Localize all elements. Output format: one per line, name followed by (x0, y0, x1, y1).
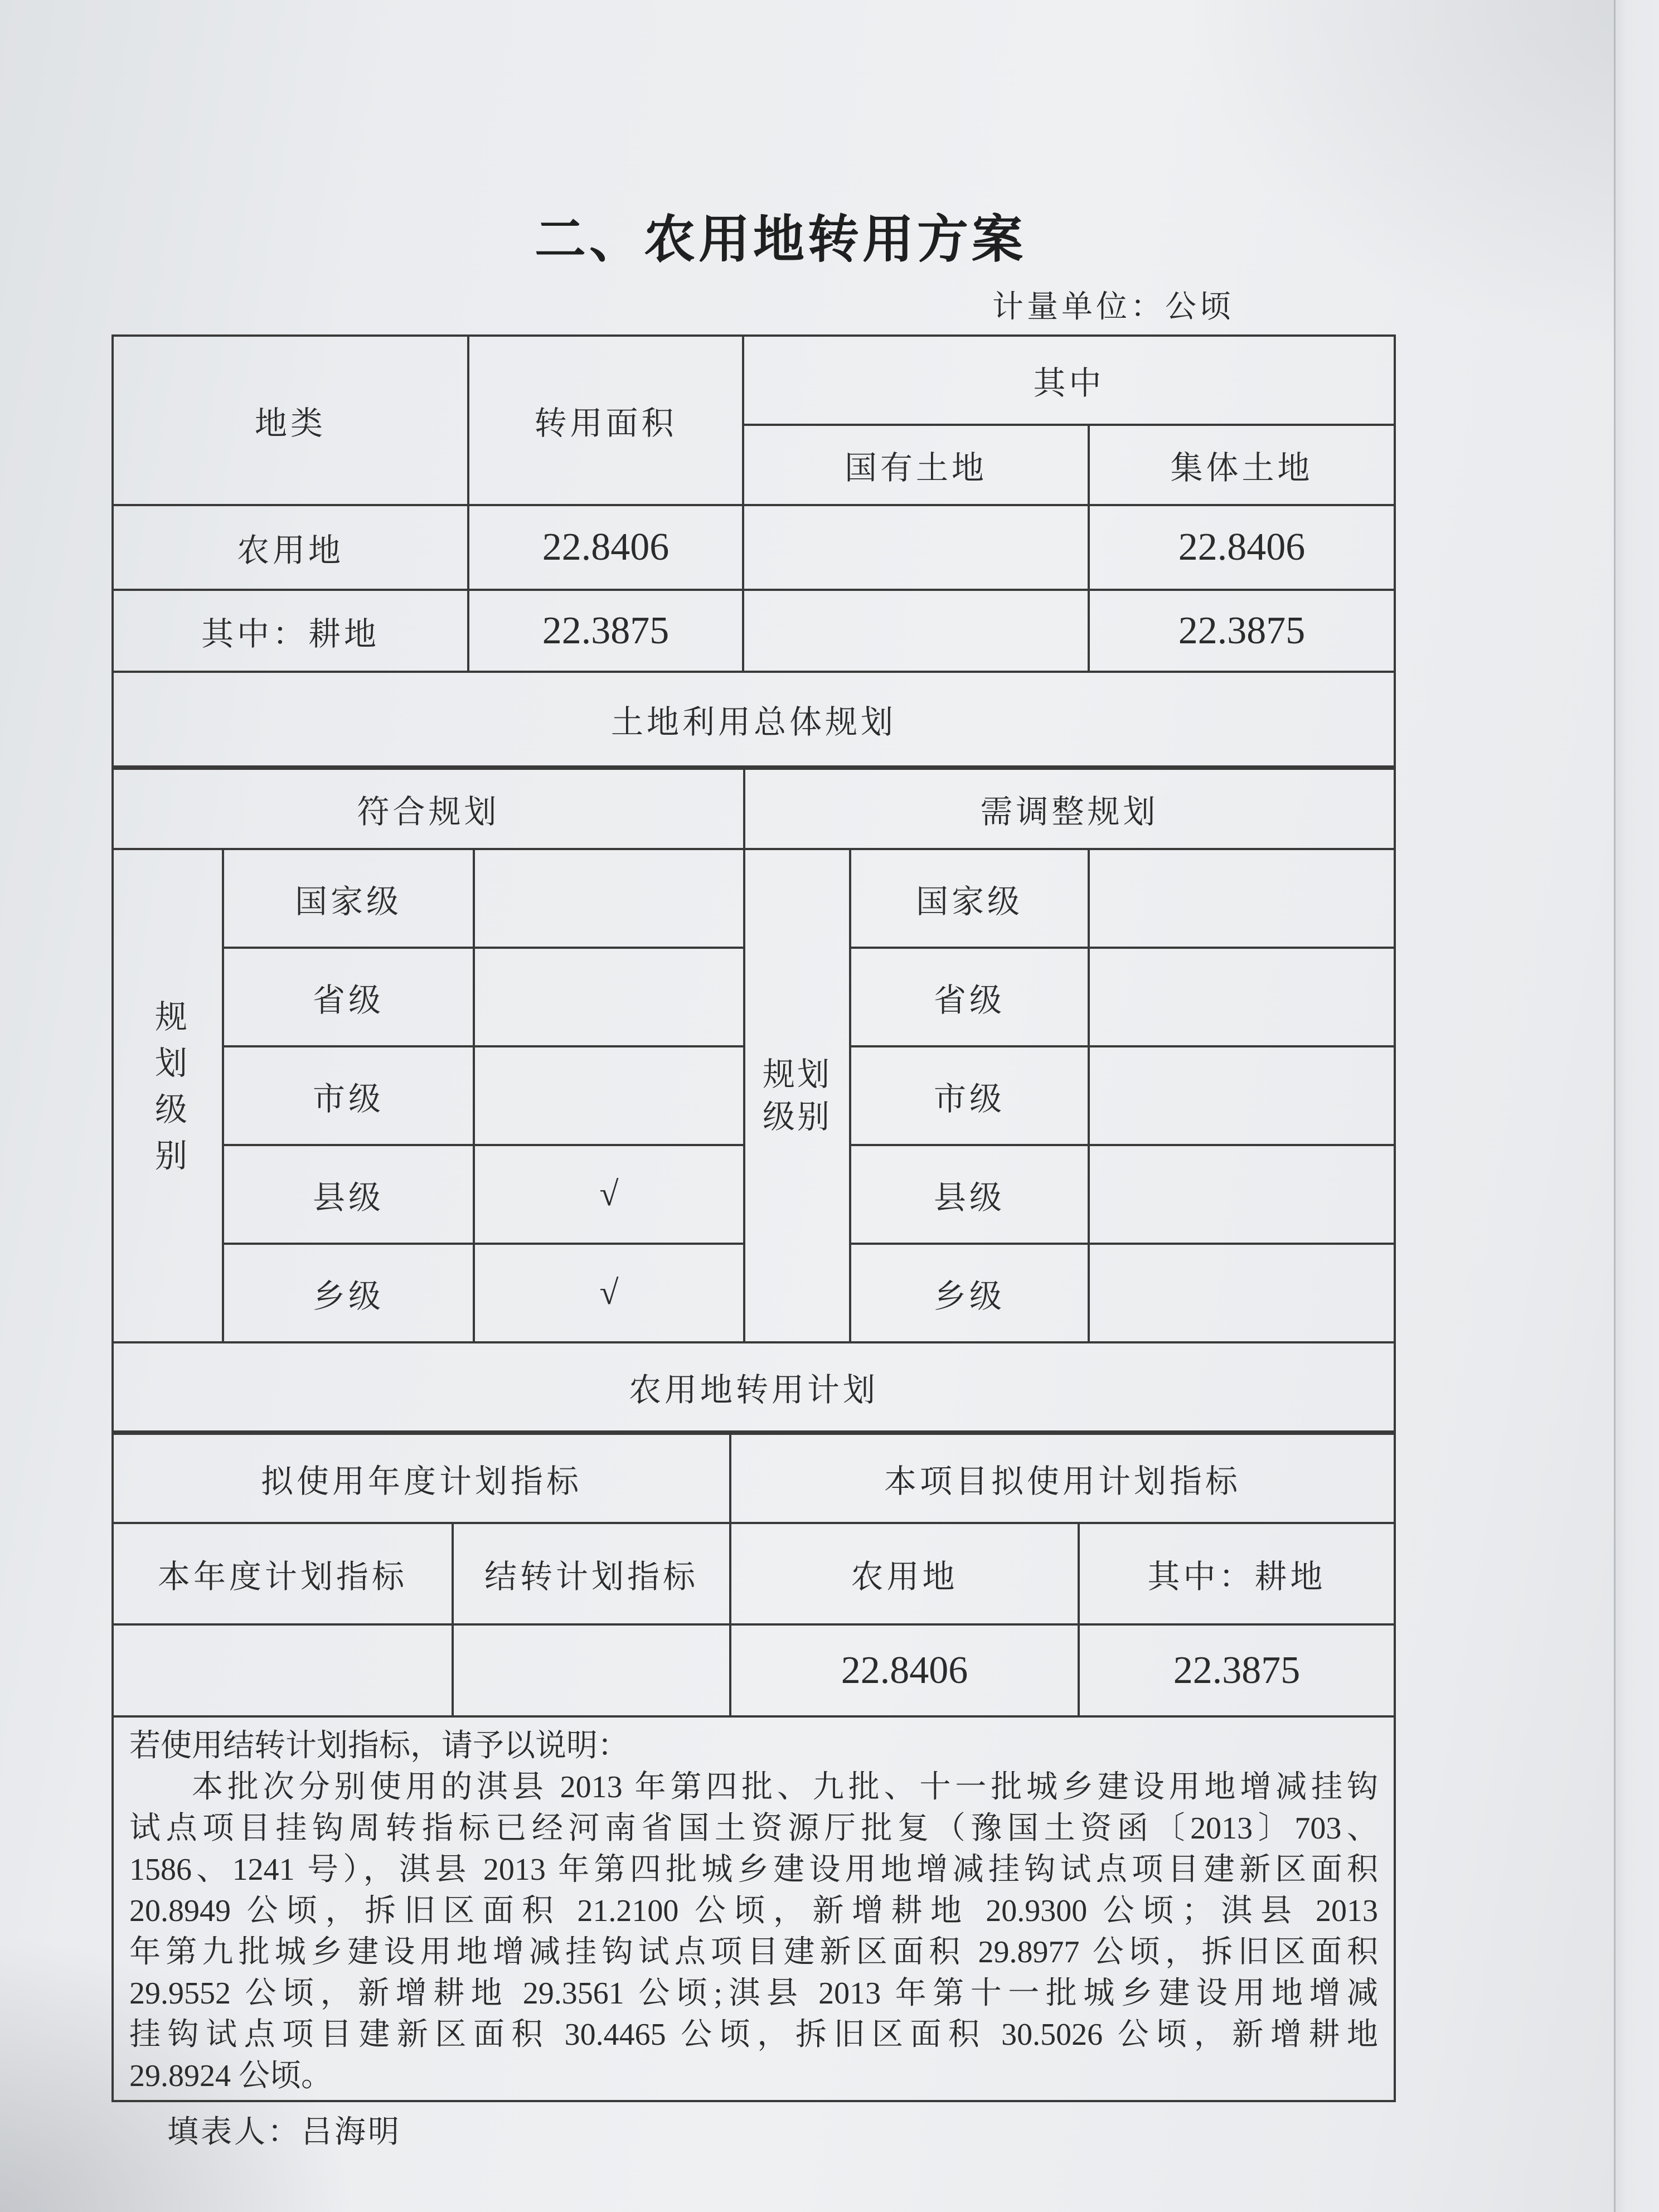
adjust-level-name: 省级 (850, 948, 1089, 1046)
adjust-level-value (1089, 1145, 1395, 1244)
notes-line: 20.8949 公顷，拆旧区面积 21.2100 公顷，新增耕地 20.9300 公顷；淇县 2013 (129, 1894, 1379, 1928)
this-year-quota-value (113, 1624, 453, 1716)
compliant-level-checkmark: √ (474, 1145, 744, 1244)
converted-area-arable: 22.3875 (468, 590, 743, 672)
header-state-owned-land: 国有土地 (743, 425, 1089, 505)
table-row (113, 1716, 1395, 2101)
compliant-level-name: 省级 (223, 948, 474, 1046)
compliant-level-name: 县级 (223, 1145, 474, 1244)
adjust-level-label: 规划级别 (762, 1056, 832, 1135)
compliant-level-mark (474, 948, 744, 1046)
table-body (113, 1434, 1395, 2101)
table-row (113, 1342, 1395, 1432)
table-row (113, 590, 1395, 672)
conversion-plan-table (111, 1433, 1396, 2102)
adjust-level-name: 市级 (850, 1046, 1089, 1145)
filled-by-label: 填表人：吕海明 (167, 2115, 401, 2150)
header-project-quota: 本项目拟使用计划指标 (730, 1434, 1395, 1523)
planning-level-table (111, 768, 1396, 1433)
header-collective-land: 集体土地 (1089, 425, 1395, 505)
header-converted-area: 转用面积 (468, 336, 743, 505)
row-label-arable: 其中：耕地 (113, 590, 468, 672)
conversion-form (111, 334, 1394, 2102)
header-project-farmland: 农用地 (730, 1523, 1079, 1624)
state-owned-farmland-cell (743, 505, 1089, 590)
unit-label: 计量单位：公顷 (992, 290, 1234, 324)
compliant-level-name: 市级 (223, 1046, 474, 1145)
header-of-which: 其中 (743, 336, 1395, 425)
conversion-area-table (111, 334, 1396, 768)
collective-arable-cell: 22.3875 (1089, 590, 1395, 672)
adjust-level-value (1089, 948, 1395, 1046)
header-this-year-quota: 本年度计划指标 (113, 1523, 453, 1624)
table-row (113, 1624, 1395, 1716)
adjust-level-value (1089, 1244, 1395, 1342)
table-body (113, 769, 1395, 1432)
header-annual-quota: 拟使用年度计划指标 (113, 1434, 730, 1523)
table-row (113, 1523, 1395, 1624)
state-owned-arable-cell (743, 590, 1089, 672)
header-needs-adjustment-plan: 需调整规划 (744, 769, 1395, 849)
compliant-level-name: 乡级 (223, 1244, 474, 1342)
notes-line: 挂钩试点项目建新区面积 30.4465 公顷，拆旧区面积 30.5026 公顷，新增耕地 (129, 2017, 1379, 2052)
table-row (113, 505, 1395, 590)
notes-line: 29.9552 公顷，新增耕地 29.3561 公顷;淇县 2013 年第十一批城乡建设用地增减 (129, 1976, 1379, 2011)
collective-farmland-cell: 22.8406 (1089, 505, 1395, 590)
adjust-level-label-cell (744, 849, 850, 1342)
header-land-type: 地类 (113, 336, 468, 505)
compliant-level-mark (474, 1046, 744, 1145)
table-row (113, 849, 1395, 948)
table-body (113, 336, 1395, 767)
header-project-arable: 其中：耕地 (1079, 1523, 1395, 1624)
notes-line: 试点项目挂钩周转指标已经河南省国土资源厅批复（豫国土资函〔2013〕703、 (129, 1811, 1379, 1846)
adjust-level-name: 县级 (850, 1145, 1089, 1244)
notes-cell (113, 1716, 1395, 2101)
project-farmland-value: 22.8406 (730, 1624, 1079, 1716)
compliant-level-label: 规划级别 (150, 999, 186, 1185)
next-page-edge (1614, 0, 1659, 2212)
page-title: 二、农用地转用方案 (534, 211, 1026, 268)
notes-prompt: 若使用结转计划指标，请予以说明： (129, 1729, 629, 1763)
section-title-overall-plan: 土地利用总体规划 (113, 672, 1395, 767)
converted-area-farmland: 22.8406 (468, 505, 743, 590)
adjust-level-name: 国家级 (850, 849, 1089, 948)
carryover-quota-value (453, 1624, 730, 1716)
notes-line: 1586、1241 号），淇县 2013 年第四批城乡建设用地增减挂钩试点项目建新区面积 (129, 1852, 1379, 1887)
compliant-level-mark (474, 849, 744, 948)
header-compliant-plan: 符合规划 (113, 769, 744, 849)
compliant-level-name: 国家级 (223, 849, 474, 948)
table-row (113, 769, 1395, 849)
notes-line: 本批次分别使用的淇县 2013 年第四批、九批、十一批城乡建设用地增减挂钩 (192, 1770, 1379, 1804)
table-row (113, 672, 1395, 767)
adjust-level-value (1089, 1046, 1395, 1145)
notes-line: 年第九批城乡建设用地增减挂钩试点项目建新区面积 29.8977 公顷，拆旧区面积 (129, 1935, 1379, 1970)
adjust-level-value (1089, 849, 1395, 948)
section-title-conversion-plan: 农用地转用计划 (113, 1342, 1395, 1432)
project-arable-value: 22.3875 (1079, 1624, 1395, 1716)
compliant-level-label-cell (113, 849, 223, 1342)
compliant-level-checkmark: √ (474, 1244, 744, 1342)
notes-line: 29.8924 公顷。 (129, 2059, 332, 2093)
table-row (113, 1434, 1395, 1523)
header-carryover-quota: 结转计划指标 (453, 1523, 730, 1624)
row-label-farmland: 农用地 (113, 505, 468, 590)
table-row (113, 336, 1395, 425)
adjust-level-name: 乡级 (850, 1244, 1089, 1342)
